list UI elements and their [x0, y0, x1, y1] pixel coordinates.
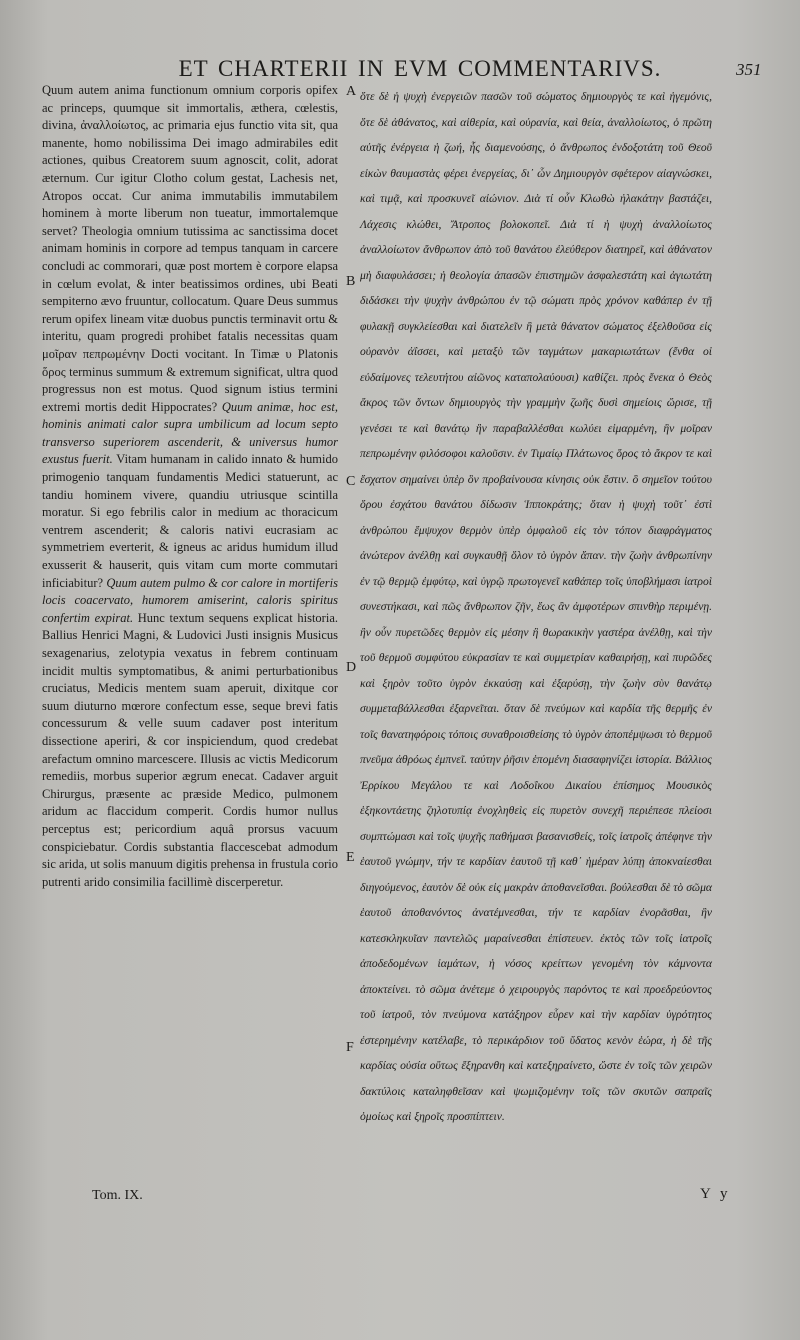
latin-text-part-1: Quum autem anima functionum omnium corporis opifex ac princeps, quumque sit immortalis, æthera, cœlestis, divina, ἀναλλοίωτος, ac primaria ejus functio vita sit, qua manente, homo nobilissima Dei imago admirabiles edit actiones, quibus Creatorem suum agnoscit, colit, adorat æternum. Cur igitur Clotho colum gestat, Lachesis net, Atropos occat. Cur anima immutabilis immutabilem hominem à morte liberum non tueatur, immortalemque servet? Theologia omnium tutissima ac sanctissima docet animam hominis in corpore ad tempus tanquam in carcere concludi ac commorari, quæ post mortem è corpore elapsa in cœlum evolat, & inter beatissimos ordines, ubi Beati sempiterno ævo fruuntur, collocatum. Quare Deus summus rerum opifex lineam vitæ duobus punctis terminavit ortu & interitu, quam progredi prohibet fatalis necessitas quam μοῖραν πεπρωμένην Docti vocitant. In Timæ υ Platonis ὅρος terminus summum & extremum significat, ultra quod progressus non est motus. Quod signum istius termini extremi mortis dedit Hippocrates? [42, 83, 338, 414]
signature-mark: Y y [700, 1186, 731, 1202]
margin-marker-c: C [346, 474, 356, 489]
hippocrates-quote-1: Quum animæ, hoc est, hominis animati calor supra umbilicum ad locum septo transverso superiorem ascenderit, & universus humor exustus fuerit. [42, 399, 339, 467]
latin-text-part-3: Hunc textum sequens explicat historia. Ballius Henrici Magni, & Ludovici Justi insignis Musicus sexagenarius, zelotypia vexatus in febrem continuam incidit multis symptomatibus, & animi perturbationibus cruciatus, Medicis mentem suam aperuit, dixitque cor suum diuturno mœrore confectum esse, seque brevi fatis concessurum & velle suum cadaver post interitum dissectione aperiri, & cor inspiciendum, quod credebat arefactum omnino marcescere. Illusis ac victis Medicorum remediis, morbus superior ægrum enecat. Cadaver arguit Chirurgus, præsente ac præside Medico, pulmonem aridum ac flaccidum comperit. Cordis humor nullus perceptus est; pericordium aquâ prorsus vacuum conspiciebatur. Cordis substantia flaccescebat admodum sic arida, ut solis manuum digitis prehensa in frustula corio putrenti arido consimilia facillimè discerperetur. [42, 610, 338, 889]
greek-column [360, 84, 712, 1130]
margin-marker-b: B [346, 274, 356, 289]
latin-column [42, 82, 338, 891]
volume-label: Tom. IX. [92, 1188, 143, 1203]
margin-marker-d: D [346, 660, 357, 675]
hippocrates-quote-2: Quum autem pulmo & cor calore in mortiferis locis coacervato, humorem amiserint, caloris spiritus confertim expirat. [42, 575, 339, 625]
margin-marker-e: E [346, 850, 355, 865]
latin-text-part-2: Vitam humanam in calido innato & humido primogenio tanquam fundamentis Medici statuerunt, ac tandiu hominem vivere, quandiu utriusque scintilla moratur. Si ego febrilis calor in medium ac thoracicum ventrem ascenderit; & caloris nativi eucrasiam ac symmetriem everterit, & igneus ac aridus humidum illud exusserit & hauserit, quis vitam cum morte commutari inficiabitur? [42, 452, 338, 590]
greek-text: ὅτε δὲ ἡ ψυχὴ ἐνεργειῶν πασῶν τοῦ σώματος δημιουργὸς τε καὶ ἡγεμόνις, ὅτε δὲ ἀθάνατος, καὶ αἰθερία, καὶ οὐρανία, καὶ θεία, ἀναλλοίωτος, ὁ πρῶτη αὐτῆς ἐνέργεια ἡ ζωή, ἧς διαμενούσης, ὁ ἄνθρωπος ἐνδοξοτάτη τοῦ Θεοῦ εἰκὼν θαυμαστὰς φέρει ἐνεργείας, δι᾽ ὧν Δημιουργὸν σφέτερον αἰαγνώσκει, καὶ τιμᾷ, καὶ προσκυνεῖ αἰώνιον. Διὰ τί οὖν Κλωθὼ ἠλακάτην βαστάζει, Λάχεσις κλώθει, Ἄτροπος βολοκοπεῖ. Διὰ τί ἡ ψυχὴ ἀναλλοίωτος ἀναλλοίωτον ἄνθρωπον ἀπὸ τοῦ θανάτου ἐλεύθερον διατηρεῖ, καὶ ἀθάνατον μὴ διαφυλάσσει; ἡ θεολογία ἁπασῶν ἐπιστημῶν ἀσφαλεστάτη καὶ ἁγιωτάτη διδάσκει τὴν ψυχὴν ἀνθρώπου ἐν τῷ σώματι πρὸς χρόνον καθάπερ ἐν τῇ φυλακῇ συγκλείεσθαι καὶ διατελεῖν ἣ μετὰ θάνατον σώματος ἐξελθοῦσα εἰς οὐρανὸν ἀΐσσει, καὶ μεταξὺ τῶν ταγμάτων μακαριωτάτων (ἔνθα οἱ εὐδαίμονες τελευτήτου αἰῶνος καταπολαύουσι) καθίζει. πρὸς ἕνεκα ὁ Θεὸς ἄκρος τῶν ὄντων δημιουργὸς τὴν γραμμὴν ζωῆς δυσὶ σημείοις ὥρισε, τῇ γενέσει τε καὶ θανάτῳ ἣν παραβαλλέσθαι κωλύει εἱμαρμένη, ἣν μοῖραν πεπρωμένην φιλόσοφοι καλοῦσιν. ἐν Τιμαίῳ Πλάτωνος ὅρος τὸ ἄκρον τε καὶ ἔσχατον σημαίνει ὑπὲρ ὃν προβαίνουσα κίνησις οὐκ ἔστιν. ὃ σημεῖον τούτου ὅρου ἐσχάτου θανάτου δίδωσιν Ἱπποκράτης; ὅταν ἡ ψυχὴ τοῦτ᾽ ἐστὶ ἀνθρώπου ἔμψυχον θερμὸν ὑπὲρ ὀμφαλοῦ εἰς τὸν τόπον διαφράγματος ἀνώτερον ἀνέλθῃ καὶ συγκαυθῇ ὅλον τὸ ὑγρὸν ἅπαν. τὴν ζωὴν ἀνθρωπίνην ἐν τῷ θερμῷ ἐμφύτῳ, καὶ ὑγρῷ πρωτογενεῖ καθάπερ τοῖς ὑποβλήμασι ἰατροὶ συνεστήκασι, καὶ πῶς ἄνθρωπον ζῆν, ἕως ἂν ἀμφοτέρων σπινθὴρ περιμένῃ. ἢν οὖν πυρετῶδες θερμὸν εἰς μέσην ἢ θωρακικὴν γαστέρα ἀνέλθῃ, καὶ τὴν τοῦ θερμοῦ συμφύτου εὐκρασίαν τε καὶ συμμετρίαν καθαιρήσῃ, καὶ πυρῶδες καὶ ξηρὸν τοῦτο ὑγρὸν ἐκκαύσῃ καὶ ἐξαρύσῃ, τὴν ζωὴν σὺν θανάτῳ συμμεταβάλλεσθαι ἐξαρνεῖται. ὅταν δὲ πνεύμων καὶ καρδία τῆς θερμῆς ἐν τοῖς θανατηφόροις τόποις συναθροισθείσης τὸ ὑγρὸν ἀποπέμψωσι τὸ θερμοῦ πνεῦμα ἀθρόως ἐμπνεῖ. ταύτην ῥῆσιν ἑπομένη διασαφηνίζει ἱστορία. Βάλλιος Ἐρρίκου Μεγάλου τε καὶ Λοδοΐκου Δικαίου ἐπίσημος Μουσικὸς ἑξηκοντάετης ζηλοτυπίᾳ ἐνοχληθεὶς εἰς πυρετὸν συνεχῆ περιέπεσε πλείοσι συμπτώμασι καὶ τοῖς ψυχῆς παθήμασι βασανισθείς, τοῖς ἰατροῖς ἀπέφηνε τὴν ἑαυτοῦ γνώμην, τήν τε καρδίαν ἑαυτοῦ τῇ καθ᾽ ἡμέραν λύπῃ ἀποκναίεσθαι διηγούμενος, ἑαυτὸν δὲ οὐκ εἰς μακρὰν ἀποθανεῖσθαι. βούλεσθαι δὲ τὸ σῶμα ἑαυτοῦ ἀποθανόντος ἀνατέμνεσθαι, τήν τε καρδίαν ἐνορᾶσθαι, ἣν κατεσκληκυῖαν παντελῶς μαραίνεσθαι ἐπίστευεν. ἐκτὸς τῶν τοῖς ἰατροῖς ἀποδεδομένων ἰαμάτων, ἡ νόσος κρείττων γενομένη τὸν κάμνοντα ἀποκτείνει. τὸ σῶμα ἀνέτεμε ὁ χειρουργὸς παρόντος τε καὶ προεδρεύοντος τοῦ ἰατροῦ, τὸν πνεύμονα κατάξηρον εὗρεν καὶ τὴν καρδίαν ὑγρότητος ἐστερημένην κατέλαβε, τὸ περικάρδιον τοῦ ὕδατος κενὸν ἑώρα, ἡ δὲ τῆς καρδίας οὐσία οὕτως ἔξηρανθη καὶ κατεξηραίνετο, ὥστε ἐν τοῖς τῶν χειρῶν δακτύλοις καταληφθεῖσαν καὶ ψωμιζομένην τοῖς τῶν σκυτῶν σαπραῖς ὁμοίως καὶ ξηροῖς προσπίπτειν. [360, 90, 712, 1123]
margin-marker-a: A [346, 84, 357, 99]
page-number: 351 [736, 60, 762, 79]
margin-marker-f: F [346, 1040, 354, 1055]
running-head: ET CHARTERII IN EVM COMMENTARIVS. [178, 56, 662, 81]
latin-paragraph [42, 82, 338, 891]
